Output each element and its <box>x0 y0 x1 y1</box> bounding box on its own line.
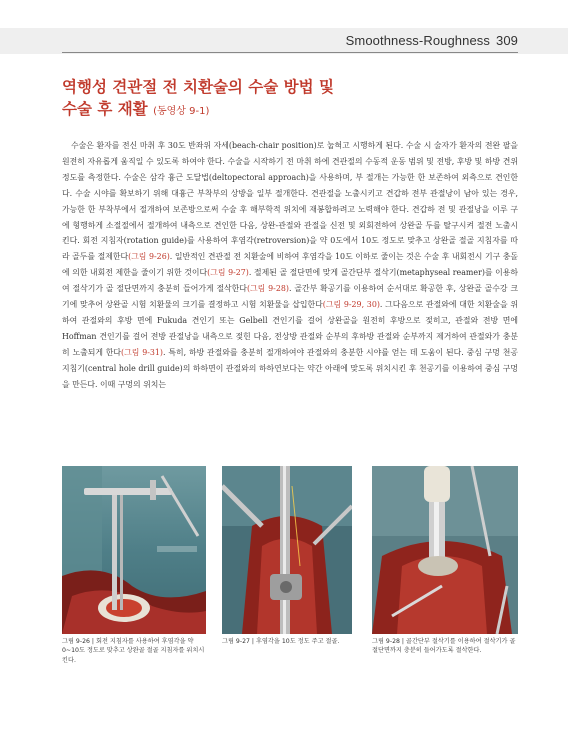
body-run: . 특히, 하방 관절와를 충분히 절개하여야 관절와의 충분한 시야를 얻는 데 도움이 된다. 중심 구멍 천공 지침기(central hole drill guide)의 하하면이 관절와의 하하연보다는 약간 아래에 맞도록 위치시킨 후 천공기를 이용하여 중심 구멍을 만든다. 이때 구멍의 위치는 <box>62 347 518 389</box>
figure-reference[interactable]: (그림 9-31) <box>121 347 164 357</box>
figure-reference[interactable]: (그림 9-29, 30) <box>322 300 380 310</box>
body-text <box>62 138 518 448</box>
running-title: Smoothness-Roughness <box>345 33 490 48</box>
body-run: . 그다음으로 관절와에 대한 치환술을 위하여 관절와의 후방 면에 Fukuda 견인기 또는 Gelbell 견인기를 걸어 상완골을 원전히 후방으로 젖히고, 관절와 전방 면에 Hoffman 견인기를 걸어 전방 관절낭을 내측으로 젖힌 다음, 전상방 관절와 순부의 후하방 관절와 순부까지 제거하여 관절와가 충분히 노출되게 한다 <box>62 300 518 357</box>
section-title-text: 수술 후 재활 <box>62 100 148 118</box>
figure-caption: 그림 9-28 | 골간단부 절삭기를 이용하여 절삭기가 골 절단면까지 충분히 들어가도록 절삭한다. <box>372 638 516 655</box>
figure-reference[interactable]: (그림 9-27) <box>207 268 249 278</box>
page-number: 309 <box>496 33 518 48</box>
header-rule <box>62 52 518 53</box>
figure-caption: 그림 9-27 | 후염각을 10도 정도 주고 절골. <box>222 638 340 645</box>
body-run: 수술은 환자를 전신 마취 후 30도 반좌위 자세(beach-chair position)로 눕혀고 시행하게 된다. 수술 시 술자가 환자의 전완 팔을 원전히 자유롭게 움직일 수 있도록 하여야 한다. 수술을 시작하기 전 마취 하에 견관절의 수동적 운동 범위 및 전방, 후방 및 하방 견위 정도를 측정한다. 수술은 삼각 흉근 도달법(deltopectoral approach)을 사용하며, 부 절개는 가능한 한 보존하여 외측으로 견인한다. 수술 시야를 확보하기 위해 대흉근 부착부의 상방을 일부 절개한다. 견관절을 노출시키고 견갑하 전부 관절낭이 남아 있는 경우, 가능한 한 부착부에서 절개하여 보존방으로써 수술 후 해부학적 위치에 재봉합하려고 노력해야 한다. 견갑하 전 및 관절낭을 이루 구에 형행하게 소절절에서 절개하여 내측으로 견인한 다음, 상완-관절와 관절을 신전 및 외회전하여 상완골 두를 탈구시켜 절전 노출시킨다. 회전 지침자(rotation guide)를 사용하여 후염각(retroversion)을 약 0도에서 10도 정도로 맞추고 상완골 절골 지침자를 따라 골두를 절제한다 <box>62 141 518 262</box>
surgical-photo-reamer <box>372 466 518 634</box>
figure-reference[interactable]: (그림 9-28) <box>246 284 289 294</box>
body-run: . 골간부 확공기를 이용하여 순서대로 확공한 후, 상완골 골수강 크기에 맞추어 상완골 시험 치환물의 크기를 결정하고 시험 치환물을 삽입한다 <box>62 284 518 310</box>
section-title-line1: 역행성 견관절 전 치환술의 수술 방법 및 <box>62 78 334 96</box>
surgical-photo-rotation-guide <box>62 466 206 634</box>
body-run: . 절제된 골 절단면에 맞게 골간단부 절삭기(metaphyseal reamer)를 이용하여 절삭기가 골 절단면까지 충분히 들어가게 절삭한다 <box>62 268 518 294</box>
body-run: . 일반적인 견관절 전 치환술에 비하여 후염각을 10도 이하로 줄이는 것은 수술 후 내회전시 기구 충돌에 의한 내회전 제한을 줄이기 위한 것이다 <box>62 252 518 278</box>
figure-caption: 그림 9-26 | 회전 지침자를 사용하여 후염각을 약 0~10도 정도로 맞추고 상완골 절골 지침자를 위치시킨다. <box>62 638 205 664</box>
body-paragraph <box>62 138 518 393</box>
surgical-photo-osteotomy <box>222 466 352 634</box>
section-title <box>62 76 502 123</box>
running-head <box>346 33 518 48</box>
figure-reference[interactable]: (그림 9-26) <box>128 252 170 262</box>
section-title-line2 <box>62 98 502 123</box>
video-reference[interactable]: (동영상 9-1) <box>153 106 210 117</box>
